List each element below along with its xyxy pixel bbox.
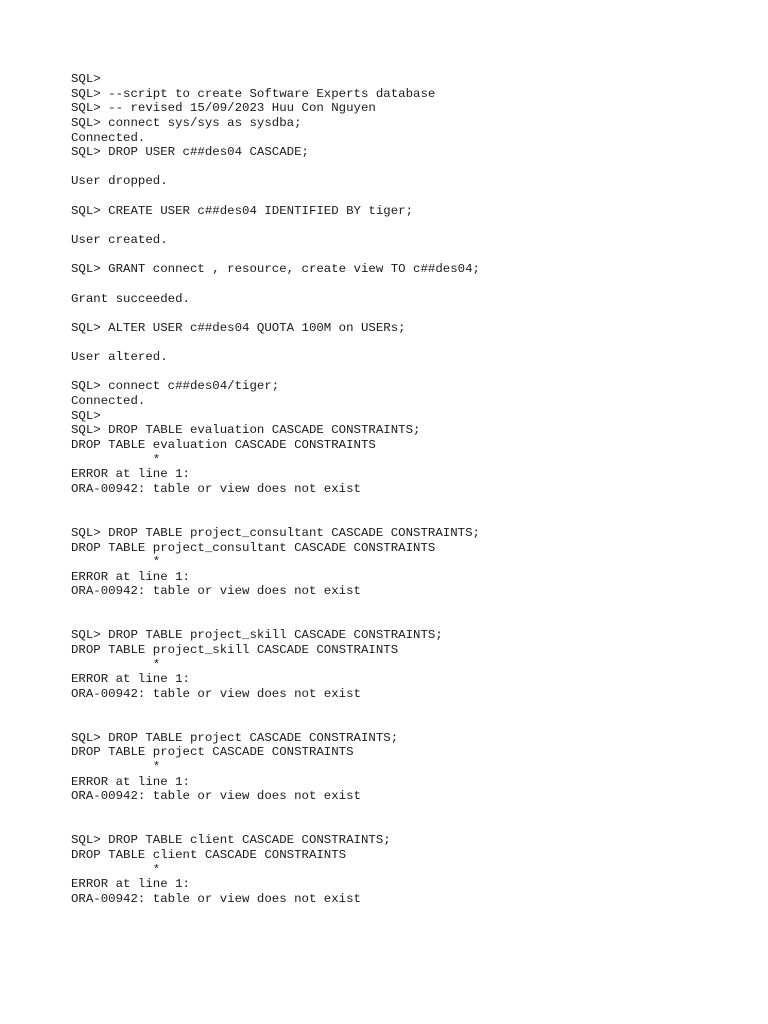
transcript-line: ERROR at line 1: xyxy=(71,774,190,789)
transcript-line: ORA-00942: table or view does not exist xyxy=(71,686,361,701)
transcript-line xyxy=(71,819,748,834)
transcript-line xyxy=(71,336,748,351)
transcript-line xyxy=(71,277,748,292)
transcript-line: ORA-00942: table or view does not exist xyxy=(71,789,361,804)
transcript-line: ORA-00942: table or view does not exist xyxy=(71,891,361,906)
transcript-line: DROP TABLE project_skill CASCADE CONSTRAINTS xyxy=(71,642,399,657)
transcript-line: User created. xyxy=(71,233,168,248)
transcript-line: SQL> DROP TABLE project_consultant CASCADE CONSTRAINTS; xyxy=(71,525,480,540)
transcript-line: SQL> GRANT connect , resource, create view TO c##des04; xyxy=(71,262,480,277)
transcript-line xyxy=(71,511,748,526)
transcript-line xyxy=(71,365,748,380)
transcript-line: SQL> xyxy=(71,72,101,86)
transcript-line xyxy=(71,189,748,204)
transcript-line: SQL> DROP TABLE project CASCADE CONSTRAINTS; xyxy=(71,730,399,745)
transcript-line: SQL> -- revised 15/09/2023 Huu Con Nguyen xyxy=(71,101,376,116)
transcript-line: DROP TABLE project_consultant CASCADE CONSTRAINTS xyxy=(71,540,436,555)
transcript-line xyxy=(71,614,748,629)
transcript-line: Grant succeeded. xyxy=(71,291,190,306)
transcript-line: SQL> CREATE USER c##des04 IDENTIFIED BY tiger; xyxy=(71,203,414,218)
transcript-line: DROP TABLE evaluation CASCADE CONSTRAINTS xyxy=(71,438,376,453)
transcript-line: SQL> connect sys/sys as sysdba; xyxy=(71,115,302,130)
transcript-line: Connected. xyxy=(71,394,146,409)
transcript-line: ORA-00942: table or view does not exist xyxy=(71,481,361,496)
transcript-line: SQL> DROP TABLE project_skill CASCADE CONSTRAINTS; xyxy=(71,628,443,643)
transcript-line: SQL> DROP TABLE evaluation CASCADE CONSTRAINTS; xyxy=(71,423,421,438)
transcript-line: ERROR at line 1: xyxy=(71,877,190,892)
transcript-line xyxy=(71,160,748,175)
transcript-line xyxy=(71,804,748,819)
transcript-line: SQL> connect c##des04/tiger; xyxy=(71,379,280,394)
transcript-line: User dropped. xyxy=(71,174,168,189)
transcript-line: * xyxy=(71,760,161,775)
transcript-line: SQL> DROP USER c##des04 CASCADE; xyxy=(71,145,309,160)
transcript-line: SQL> DROP TABLE client CASCADE CONSTRAINTS; xyxy=(71,833,391,848)
transcript-line: * xyxy=(71,555,161,570)
transcript-line: DROP TABLE project CASCADE CONSTRAINTS xyxy=(71,745,354,760)
transcript-line xyxy=(71,716,748,731)
transcript-line: * xyxy=(71,452,161,467)
transcript-line: DROP TABLE client CASCADE CONSTRAINTS xyxy=(71,847,347,862)
sql-transcript xyxy=(71,72,748,907)
transcript-line: ERROR at line 1: xyxy=(71,569,190,584)
transcript-line xyxy=(71,497,748,512)
transcript-line: ERROR at line 1: xyxy=(71,467,190,482)
transcript-line xyxy=(71,306,748,321)
transcript-line xyxy=(71,702,748,717)
transcript-line: * xyxy=(71,657,161,672)
transcript-line: User altered. xyxy=(71,350,168,365)
transcript-line: SQL> xyxy=(71,408,101,423)
transcript-line: SQL> --script to create Software Experts database xyxy=(71,86,436,101)
transcript-line: Connected. xyxy=(71,130,146,145)
transcript-line xyxy=(71,218,748,233)
transcript-line xyxy=(71,599,748,614)
transcript-line xyxy=(71,248,748,263)
transcript-line: ORA-00942: table or view does not exist xyxy=(71,584,361,599)
transcript-line: * xyxy=(71,862,161,877)
transcript-line: ERROR at line 1: xyxy=(71,672,190,687)
transcript-line: SQL> ALTER USER c##des04 QUOTA 100M on USERs; xyxy=(71,320,406,335)
